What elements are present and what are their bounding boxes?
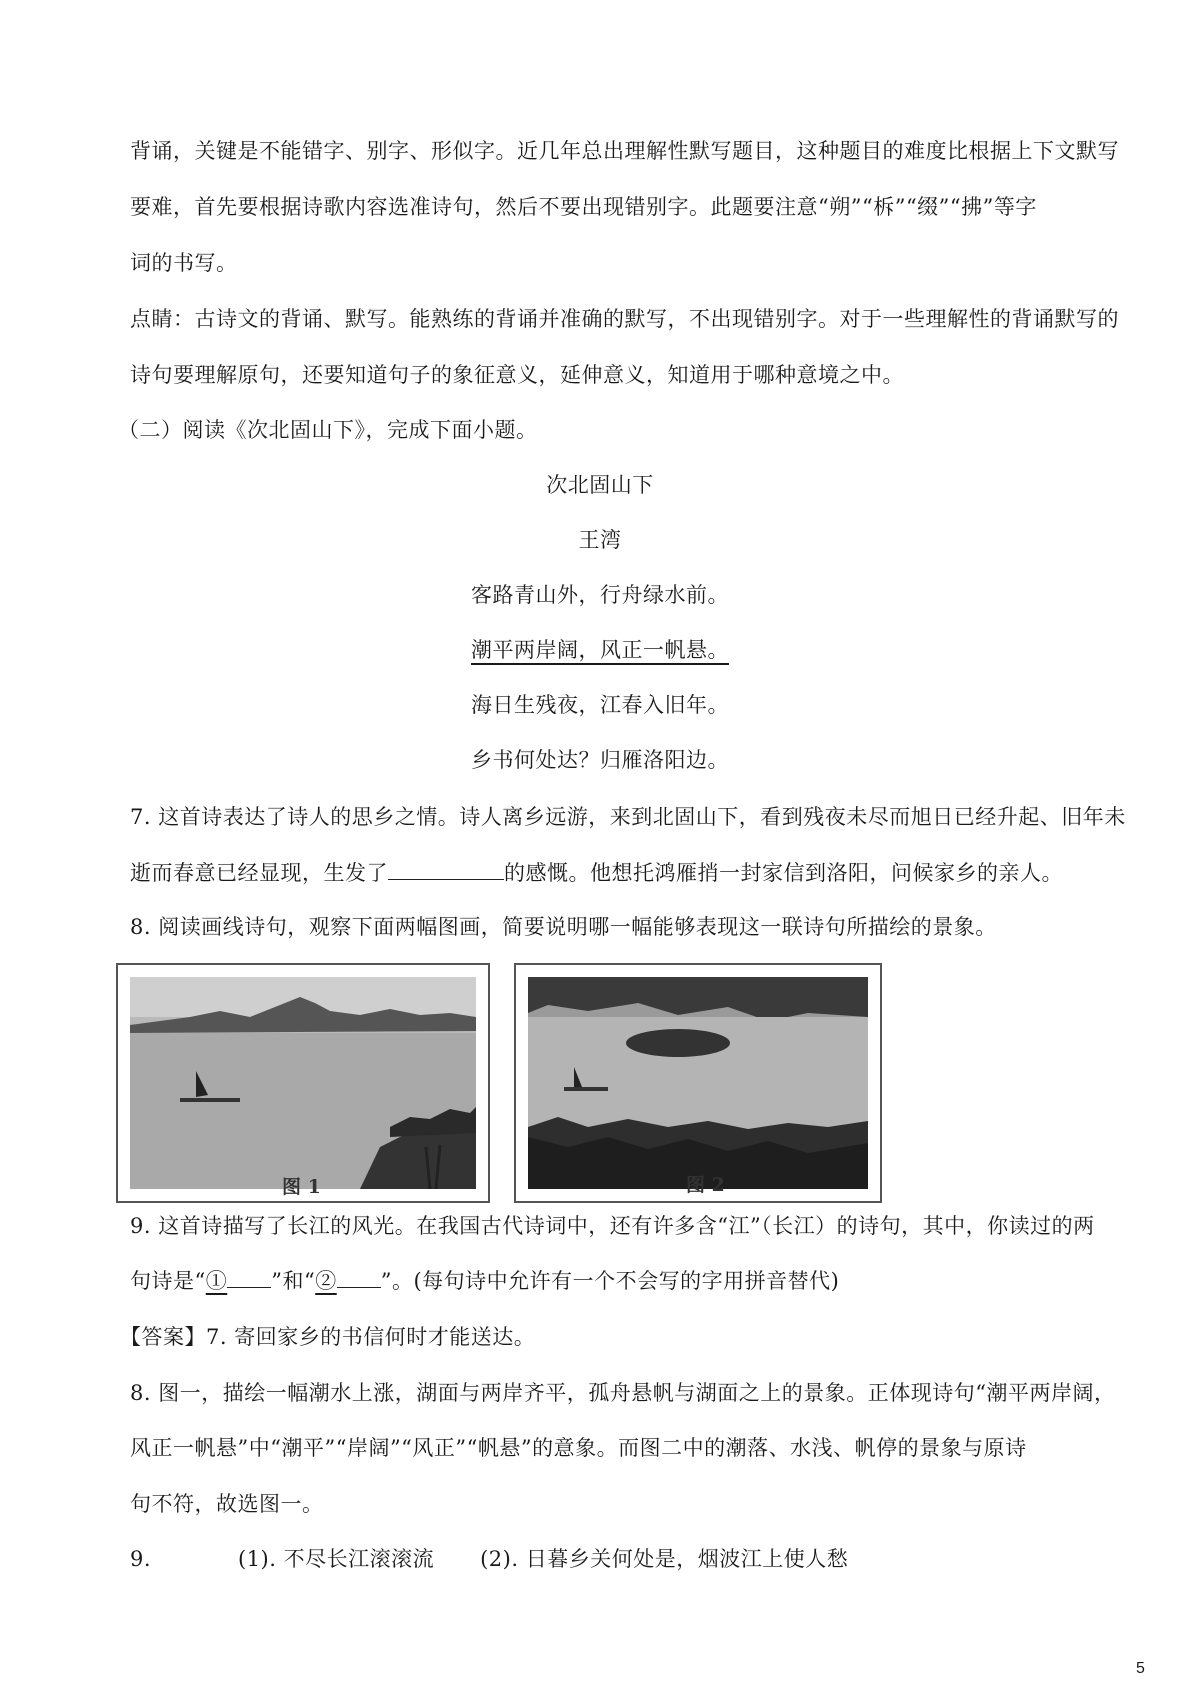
section-heading: （二）阅读《次北固山下》，完成下面小题。 (118, 418, 538, 442)
text-line-2: 要难，首先要根据诗歌内容选准诗句，然后不要出现错别字。此题要注意“朔”“柝”“缀”“拂”等字 (130, 195, 1037, 219)
figure-2-painting (528, 977, 868, 1189)
figure-2 (514, 963, 882, 1203)
poem-line-1: 客路青山外，行舟绿水前。 (471, 583, 729, 607)
text-line-3: 词的书写。 (130, 251, 238, 275)
q7-line-1: 7. 这首诗表达了诗人的思乡之情。诗人离乡远游，来到北固山下，看到残夜未尽而旭日已经升起、旧年未 (130, 805, 1126, 829)
answer-8-line-2: 风正一帆悬”中“潮平”“岸阔”“风正”“帆悬”的意象。而图二中的潮落、水浅、帆停的景象与原诗 (130, 1436, 1027, 1460)
q9-line-1: 9. 这首诗描写了长江的风光。在我国古代诗词中，还有许多含“江”（长江）的诗句，其中，你读过的两 (130, 1214, 1095, 1238)
poem-title: 次北固山下 (546, 473, 654, 497)
text-line-1: 背诵，关键是不能错字、别字、形似字。近几年总出理解性默写题目，这种题目的难度比根据上下文默写 (130, 139, 1119, 163)
figure-2-caption: 图 2 (686, 1174, 725, 1196)
q8-line: 8. 阅读画线诗句，观察下面两幅图画，简要说明哪一幅能够表现这一联诗句所描绘的景象。 (130, 915, 997, 939)
q9-blank-2[interactable] (337, 1267, 381, 1288)
answer-9-part-2: (2). 日暮乡关何处是，烟波江上使人愁 (480, 1547, 849, 1571)
q9-line-2: 句诗是“① ”和“② ”。(每句诗中允许有一个不会写的字用拼音替代) (130, 1269, 840, 1293)
poem-author: 王湾 (578, 528, 622, 552)
q7-line-2: 逝而春意已经显现，生发了 的感慨。他想托鸿雁捎一封家信到洛阳，问候家乡的亲人。 (130, 857, 1063, 888)
figure-1-caption: 图 1 (282, 1176, 321, 1198)
text-line-5: 诗句要理解原句，还要知道句子的象征意义，延伸意义，知道用于哪种意境之中。 (130, 363, 904, 387)
figure-1-painting (130, 977, 476, 1189)
figure-1 (116, 963, 490, 1203)
poem-line-3: 海日生残夜，江春入旧年。 (471, 693, 729, 717)
answer-8-line-3: 句不符，故选图一。 (130, 1492, 324, 1516)
page-number: 5 (1136, 1660, 1145, 1677)
q9-blank-1[interactable] (227, 1267, 271, 1288)
q9-mark-2: ② (315, 1269, 337, 1293)
q7-blank[interactable] (388, 857, 504, 880)
answer-7: 【答案】7. 寄回家乡的书信何时才能送达。 (120, 1325, 536, 1349)
answer-8-line-1: 8. 图一，描绘一幅潮水上涨，湖面与两岸齐平，孤舟悬帆与湖面之上的景象。正体现诗句“潮平两岸阔， (130, 1381, 1116, 1405)
q9-mark-1: ① (205, 1269, 228, 1293)
poem-line-2-underlined: 潮平两岸阔，风正一帆悬。 (471, 638, 729, 662)
poem-line-4: 乡书何处达？归雁洛阳边。 (471, 748, 729, 772)
answer-9: 9. (1). 不尽长江滚滚流 (2). 日暮乡关何处是，烟波江上使人愁 (130, 1547, 849, 1571)
answer-9-part-1: (1). 不尽长江滚滚流 (238, 1547, 435, 1571)
text-line-4: 点睛：古诗文的背诵、默写。能熟练的背诵并准确的默写，不出现错别字。对于一些理解性的背诵默写的 (130, 307, 1119, 331)
